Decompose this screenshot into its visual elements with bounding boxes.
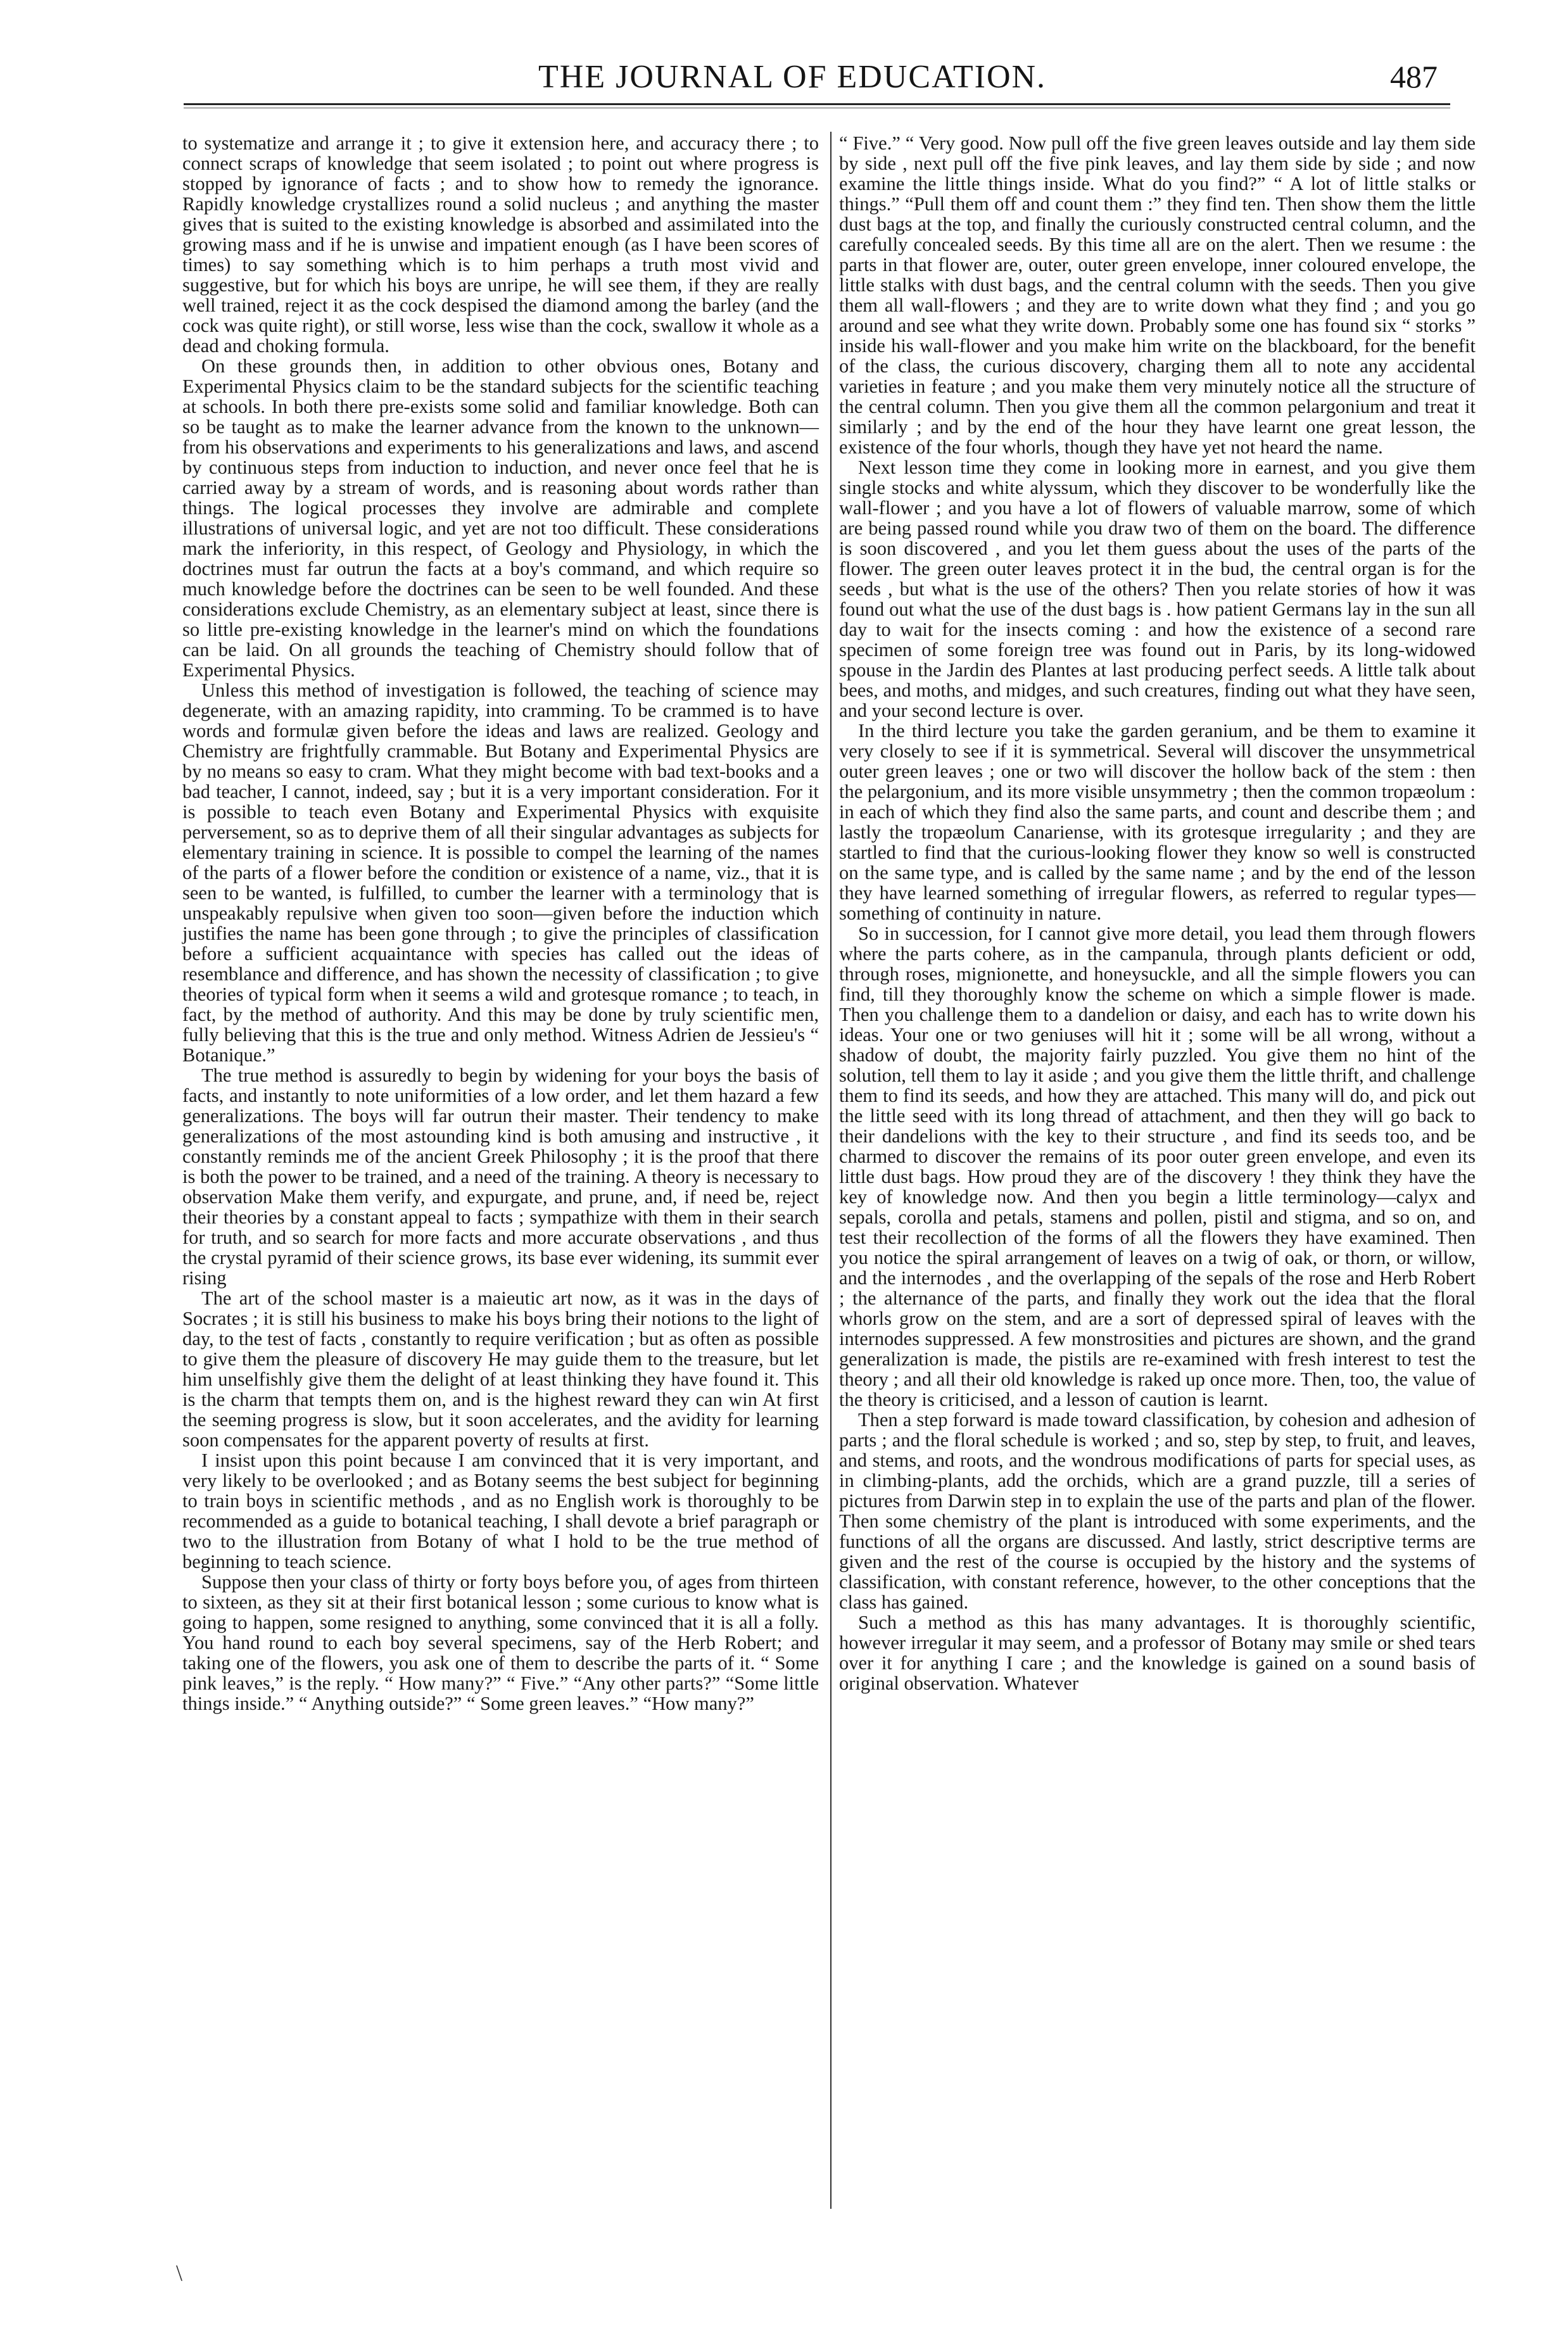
paragraph: Next lesson time they come in looking more in earnest, and you give them single stocks and white alyssum, which they discover to be wonderfully like the wall-flower ; and you have a lot of flowers of valuable marrow, some of which are being passed round while you draw two of them on the board. The difference is soon discovered , and you let them guess about the uses of the parts of the flower. The green outer leaves protect it in the bud, the central organ is for the seeds , but what is the use of the others? Then you relate stories of how it was found out what the use of the dust bags is . how patient Germans lay in the sun all day to wait for the insects coming : and how the existence of a second rare specimen of some foreign tree was found out in Paris, by its long-widowed spouse in the Jardin des Plantes at last producing perfect seeds. A little talk about bees, and moths, and midges, and such creatures, finding out what they have seen, and your second lecture is over. [839, 457, 1476, 721]
paragraph: I insist upon this point because I am convinced that it is very important, and very likely to be overlooked ; and as Botany seems the best subject for beginning to train boys in scientific methods , and as no English work is thoroughly to be recommended as a guide to botanical teaching, I shall devote a brief paragraph or two to the illustration from Botany of what I hold to be the true method of beginning to teach science. [182, 1450, 819, 1572]
paragraph: The true method is assuredly to begin by widening for your boys the basis of facts, and instantly to note uniformities of a low order, and let them hazard a few generalizations. The boys will far outrun their master. Their tendency to make generalizations of the most astounding kind is both amusing and instructive , it constantly reminds me of the ancient Greek Philosophy ; it is the proof that there is both the power to be trained, and a need of the training. A theory is necessary to observation Make them verify, and expurgate, and prune, and, if need be, reject their theories by a constant appeal to facts ; sympathize with them in their search for truth, and so search for more facts and more accurate observations , and thus the crystal pyramid of their science grows, its base ever widening, its summit ever rising [182, 1065, 819, 1289]
page-header [184, 58, 1450, 100]
paragraph: The art of the school master is a maieutic art now, as it was in the days of Socrates ; it is still his business to make his boys bring their notions to the light of day, to the test of facts , constantly to require verification ; but as often as possible to give them the pleasure of discovery He may guide them to the treasure, but let him unselfishly give them the delight of at least thinking they have found it. This is the charm that tempts them on, and is the highest reward they can win At first the seeming progress is slow, but it soon accelerates, and the avidity for learning soon compensates for the apparent poverty of results at first. [182, 1287, 819, 1451]
header-rule-thick [184, 103, 1450, 105]
paragraph: “ Five.” “ Very good. Now pull off the five green leaves outside and lay them side by side , next pull off the five pink leaves, and lay them side by side ; and now examine the little things inside. What do you find?” “ A lot of little stalks or things.” “Pull them off and count them :” they find ten. Then show them the little dust bags at the top, and finally the curiously constructed central column, and the carefully concealed seeds. By this time all are on the alert. Then we resume : the parts in that flower are, outer, outer green envelope, inner coloured envelope, the little stalks with dust bags, and the central column with the seeds. Then you give them all wall-flowers ; and they are to write down what they find ; and you go around and see what they write down. Probably some one has found six “ storks ” inside his wall-flower and you make him write on the blackboard, for the benefit of the class, the curious discovery, charging them all to note any accidental varieties in feature ; and you make them very minutely notice all the structure of the central column. Then you give them all the common pelargonium and treat it similarly ; and by the end of the hour they have learnt one great lesson, the existence of the four whorls, though they have yet not heard the name. [839, 132, 1476, 458]
paragraph: Then a step forward is made toward classification, by cohesion and adhesion of parts ; and the floral schedule is worked ; and so, step by step, to fruit, and leaves, and stems, and roots, and the wondrous modifications of parts for special uses, as in climbing-plants, add the orchids, which are a grand puzzle, till a series of pictures from Darwin step in to explain the use of the parts and plan of the flower. Then some chemistry of the plant is introduced with some experiments, and the functions of all the organs are discussed. And lastly, strict descriptive terms are given and the rest of the course is occupied by the history and the systems of classification, with constant reference, however, to the other conceptions that the class has gained. [839, 1409, 1476, 1613]
column-divider [830, 132, 831, 2209]
paragraph: In the third lecture you take the garden geranium, and be them to examine it very closely to see if it is symmetrical. Several will discover the unsymmetrical outer green leaves ; one or two will discover the hollow back of the stem : then the pelargonium, and its more visible unsymmetry ; then the common tropæolum : in each of which they find also the same parts, and count and describe them ; and lastly the tropæolum Canariense, with its grotesque irregularity ; and they are startled to find that the curious-looking flower they know so well is constructed on the same type, and is called by the same name ; and by the end of the lesson they have learned something of irregular flowers, as referred to regular types—something of continuity in nature. [839, 720, 1476, 924]
paragraph: Suppose then your class of thirty or forty boys before you, of ages from thirteen to sixteen, as they sit at their first botanical lesson ; some curious to know what is going to happen, some resigned to anything, some convinced that it is all a folly. You hand round to each boy several specimens, say of the Herb Robert; and taking one of the flowers, you ask one of them to describe the parts of it. “ Some pink leaves,” is the reply. “ How many?” “ Five.” “Any other parts?” “Some little things inside.” “ Anything outside?” “ Some green leaves.” “How many?” [182, 1571, 819, 1714]
running-title: THE JOURNAL OF EDUCATION. [538, 59, 1047, 95]
paragraph: to systematize and arrange it ; to give it extension here, and accuracy there ; to connect scraps of knowledge that seem isolated ; to point out where progress is stopped by ignorance of facts ; and to show how to remedy the ignorance. Rapidly knowledge crystallizes round a solid nucleus ; and anything the master gives that is suited to the existing knowledge is absorbed and assimilated into the growing mass and if he is unwise and impatient enough (as I have been scores of times) to say something which is to him perhaps a truth most vivid and suggestive, but for which his boys are unripe, he will see them, if they are really well trained, reject it as the cock despised the diamond among the barley (and the cock was quite right), or still worse, less wise than the cock, swallow it whole as a dead and choking formula. [182, 132, 819, 357]
paragraph: So in succession, for I cannot give more detail, you lead them through flowers where the parts cohere, as in the campanula, through plants deficient or odd, through roses, mignionette, and honeysuckle, and all the simple flowers you can find, till they thoroughly know the scheme on which a simple flower is made. Then you challenge them to a dandelion or daisy, and each has to write down his ideas. Your one or two geniuses will hit it ; some will be all wrong, without a shadow of doubt, the majority fairly puzzled. You give them no hint of the solution, tell them to lay it aside ; and you give them the little thrift, and challenge them to find its seeds, and how they are attached. This many will do, and pick out the little seed with its long thread of attachment, and then they will go back to their dandelions with the key to their structure , and find its seeds too, and be charmed to discover the remains of its poor outer green envelope, and even its little dust bags. How proud they are of the discovery ! they think they have the key of knowledge now. And then you begin a little terminology—calyx and sepals, corolla and petals, stamens and pollen, pistil and stigma, and so on, and test their recollection of the forms of all the flowers they have examined. Then you notice the spiral arrangement of leaves on a twig of oak, or thorn, or willow, and the internodes , and the overlapping of the sepals of the rose and Herb Robert ; the alternance of the parts, and finally they work out the idea that the floral whorls grow on the stem, and are a sort of depressed spiral of leaves with the internodes suppressed. A few monstrosities and pictures are shown, and the grand generalization is made, the pistils are re-examined with fresh interest to test the theory ; and all their old knowledge is raked up once more. Then, too, the value of the theory is criticised, and a lesson of caution is learnt. [839, 923, 1476, 1410]
page-number: 487 [1390, 59, 1438, 94]
left-column [182, 133, 819, 1714]
stray-mark: \ [176, 2260, 183, 2285]
right-column [839, 133, 1476, 1693]
paragraph: Unless this method of investigation is followed, the teaching of science may degenerate, with an amazing rapidity, into cramming. To be crammed is to have words and formulæ given before the ideas and laws are realized. Geology and Chemistry are frightfully crammable. But Botany and Experimental Physics are by no means so easy to cram. What they might become with bad text-books and a bad teacher, I cannot, indeed, say ; but it is a very important consideration. For it is possible to teach even Botany and Experimental Physics with exquisite perversement, so as to deprive them of all their singular advantages as subjects for elementary training in science. It is possible to compel the learning of the names of the parts of a flower before the condition or existence of a name, viz., that it is seen to be wanted, is fulfilled, to cumber the learner with a terminology that is unspeakably repulsive when given too soon—given before the induction which justifies the name has been gone through ; to give the principles of classification before a sufficient acquaintance with species has called out the ideas of resemblance and difference, and has shown the necessity of classification ; to give theories of typical form when it seems a wild and grotesque romance ; to teach, in fact, by the method of authority. And this may be done by truly scientific men, fully believing that this is the true and only method. Witness Adrien de Jessieu's “ Botanique.” [182, 679, 819, 1066]
paragraph: On these grounds then, in addition to other obvious ones, Botany and Experimental Physics claim to be the standard subjects for the scientific teaching at schools. In both there pre-exists some solid and familiar knowledge. Both can so be taught as to make the learner advance from the known to the unknown—from his observations and experiments to his generalizations and laws, and ascend by continuous steps from induction to induction, and never once feel that he is carried away by a stream of words, and is reasoning about words rather than things. The logical processes they involve are admirable and complete illustrations of universal logic, and yet are not too difficult. These considerations mark the inferiority, in this respect, of Geology and Physiology, in which the doctrines must far outrun the facts at a boy's command, and which require so much knowledge before the doctrines can be seen to be well founded. And these considerations exclude Chemistry, as an elementary subject at least, since there is so little pre-existing knowledge in the learner's mind on which the foundations can be laid. On all grounds the teaching of Chemistry should follow that of Experimental Physics. [182, 355, 819, 681]
paragraph: Such a method as this has many advantages. It is thoroughly scientific, however irregular it may seem, and a professor of Botany may smile or shed tears over it for anything I care ; and the knowledge is gained on a sound basis of original observation. Whatever [839, 1612, 1476, 1694]
